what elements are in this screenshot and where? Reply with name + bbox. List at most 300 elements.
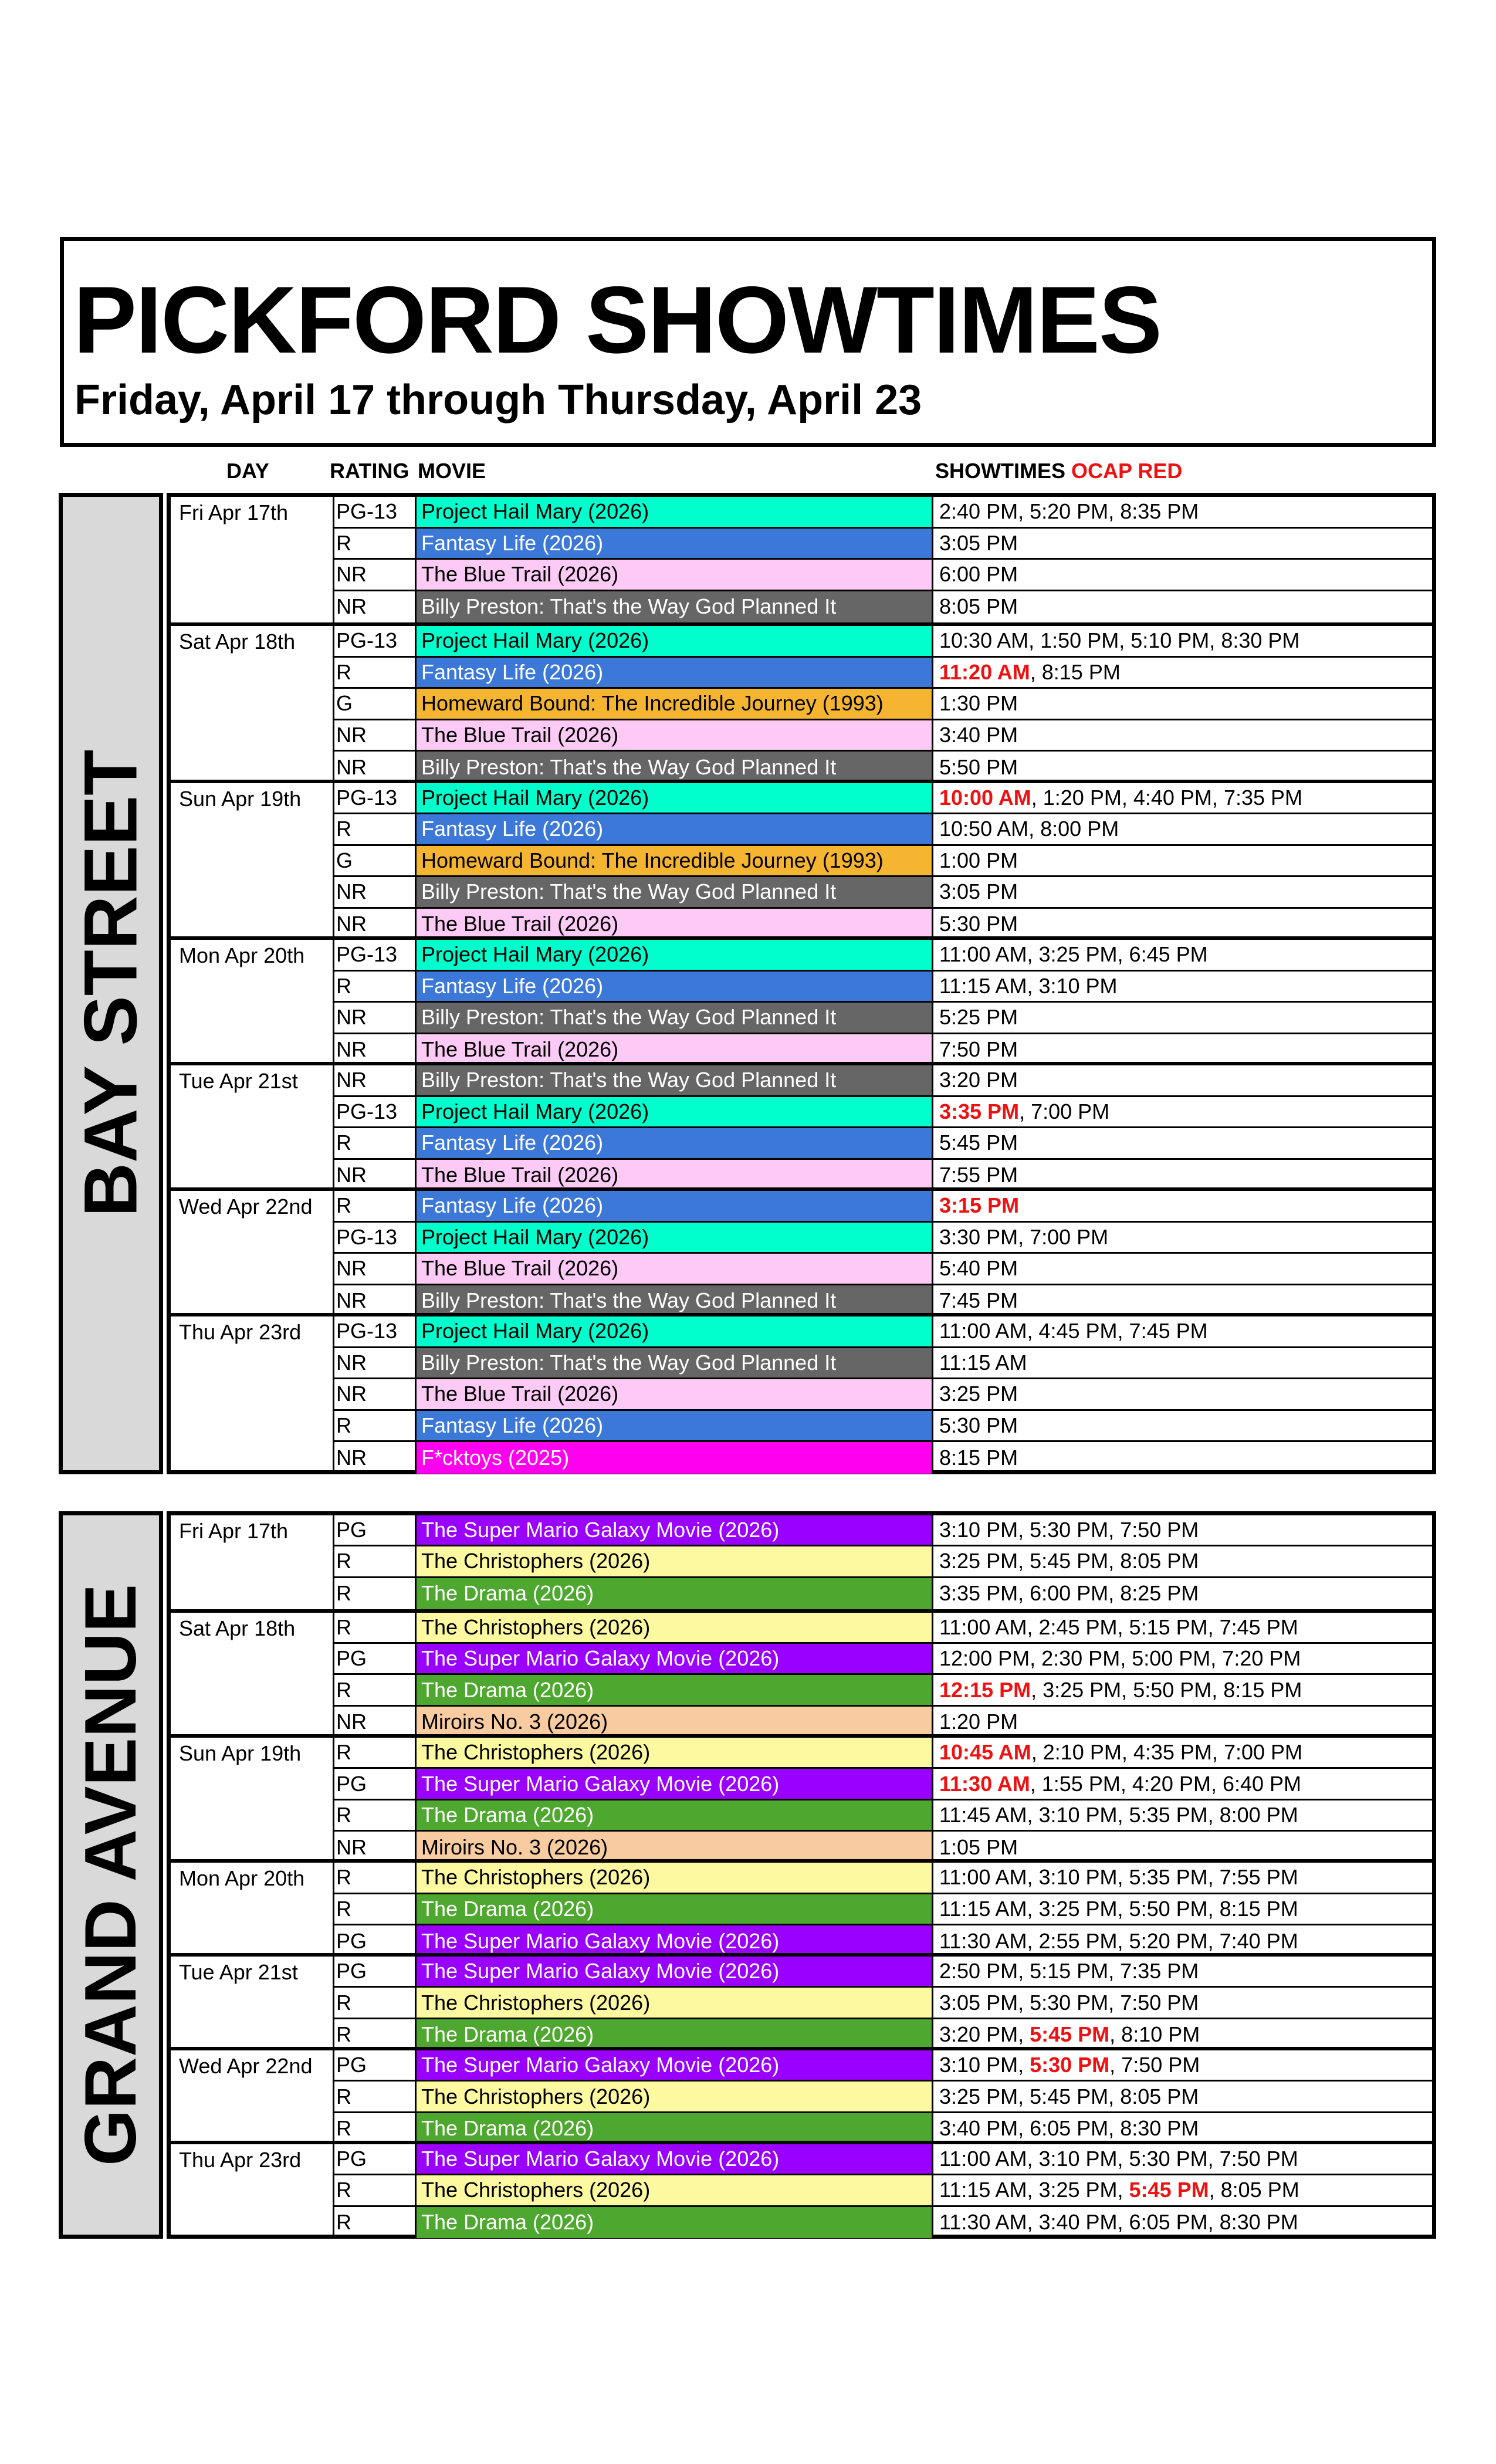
movie-title-cell: The Super Mario Galaxy Movie (2026) <box>415 1644 933 1673</box>
showtime: 3:25 PM <box>939 1382 1018 1406</box>
showtime: 11:00 AM <box>939 942 1027 967</box>
ocap-showtime: 5:45 PM <box>1030 2022 1110 2047</box>
showtime-row <box>333 1894 1432 1925</box>
showtime: 3:25 PM <box>1038 1896 1118 1921</box>
ocap-showtime: 5:45 PM <box>1129 2178 1209 2202</box>
showtime-row <box>333 752 1432 783</box>
day-group <box>171 1609 1432 1734</box>
movie-title-cell: Project Hail Mary (2026) <box>415 497 933 527</box>
rating-cell: R <box>336 1581 351 1606</box>
showtime: 3:30 PM <box>939 1224 1018 1249</box>
showtime: 8:05 PM <box>1220 2178 1299 2202</box>
movie-title-cell: Fantasy Life (2026) <box>415 814 933 844</box>
movie-title-cell: The Drama (2026) <box>415 2019 933 2050</box>
day-group <box>171 1313 1432 1470</box>
rating-cell: NR <box>336 594 367 619</box>
rating-cell: R <box>336 2084 351 2108</box>
showtime-row <box>333 1034 1432 1066</box>
day-label: Fri Apr 17th <box>179 500 289 524</box>
showtimes-cell: 11:00 AM , 2:45 PM , 5:15 PM , 7:45 PM <box>939 1615 1298 1640</box>
rating-cell: PG-13 <box>336 1319 398 1343</box>
showtime: 3:10 PM <box>1038 973 1118 998</box>
showtimes-cell <box>933 720 1432 750</box>
showtime: 5:30 PM <box>939 912 1018 936</box>
showtimes-cell <box>933 846 1432 876</box>
showtime: 5:30 PM <box>1030 1518 1109 1542</box>
rating-cell: NR <box>336 754 367 779</box>
rating-cell: PG-13 <box>336 942 398 967</box>
showtimes-cell: 11:30 AM , 1:55 PM , 4:20 PM , 6:40 PM <box>939 1771 1302 1796</box>
showtime-row <box>333 1160 1432 1192</box>
showtime: 6:00 PM <box>939 562 1018 587</box>
showtime-row <box>333 1348 1432 1380</box>
ocap-showtime: 11:20 AM <box>939 659 1030 684</box>
showtime: 3:40 PM <box>939 2116 1018 2141</box>
showtime: 3:25 PM <box>1043 1677 1122 1702</box>
movie-title-cell: F*cktoys (2025) <box>415 1442 933 1474</box>
showtimes-cell: 3:10 PM , 5:30 PM , 7:50 PM <box>939 2053 1200 2077</box>
movie-title-cell: The Drama (2026) <box>415 1800 933 1830</box>
showtime: 3:20 PM <box>939 1068 1018 1092</box>
showtimes-cell <box>933 1160 1432 1192</box>
showtime: 8:35 PM <box>1120 499 1199 524</box>
movie-title-cell: Billy Preston: That's the Way God Planned It <box>415 752 933 783</box>
movie-title-cell: The Christophers (2026) <box>415 2081 933 2111</box>
movie-title-cell: The Super Mario Galaxy Movie (2026) <box>415 2144 933 2174</box>
rating-cell: PG-13 <box>336 1224 398 1249</box>
showtimes-cell <box>933 1442 1432 1474</box>
theater-table <box>167 493 1436 1474</box>
showtime-row <box>333 909 1432 940</box>
showtime: 7:50 PM <box>1120 1518 1199 1542</box>
showtimes-cell: 3:25 PM , 5:45 PM , 8:05 PM <box>939 2084 1199 2108</box>
movie-title-cell: The Christophers (2026) <box>415 1863 933 1892</box>
showtime: 5:00 PM <box>1132 1646 1211 1671</box>
showtime: 5:30 PM <box>1129 2147 1208 2171</box>
showtime-row <box>333 1128 1432 1160</box>
rating-cell: NR <box>336 1005 367 1030</box>
showtime: 11:15 AM <box>939 1896 1027 1921</box>
showtime: 11:15 AM <box>939 973 1027 998</box>
day-label: Sat Apr 18th <box>179 629 296 654</box>
showtimes-cell: 3:05 PM , 5:30 PM , 7:50 PM <box>939 1990 1199 2015</box>
showtime-row <box>333 720 1432 752</box>
showtime: 7:50 PM <box>1121 2053 1200 2077</box>
showtime: 10:50 AM <box>939 817 1029 841</box>
rating-cell: NR <box>336 562 367 587</box>
showtime-row <box>333 1379 1432 1411</box>
showtime-row <box>333 1644 1432 1675</box>
showtime: 5:50 PM <box>1129 1896 1208 1921</box>
showtime-row <box>333 1578 1432 1609</box>
showtime-row <box>333 2207 1432 2238</box>
showtimes-cell <box>933 1707 1432 1738</box>
showtime: 7:40 PM <box>1219 1928 1298 1953</box>
showtimes-cell: 11:00 AM , 3:10 PM , 5:30 PM , 7:50 PM <box>939 2147 1298 2171</box>
rating-cell: NR <box>336 1068 367 1092</box>
day-group <box>171 497 1432 622</box>
showtime: 5:40 PM <box>939 1256 1018 1281</box>
showtime-row <box>333 2175 1432 2206</box>
showtime: 8:10 PM <box>1121 2022 1200 2047</box>
showtimes-cell: 11:15 AM , 3:10 PM <box>939 973 1118 998</box>
movie-title-cell: The Blue Trail (2026) <box>415 909 933 940</box>
showtime: 2:40 PM <box>939 499 1018 524</box>
showtime: 6:05 PM <box>1129 2210 1208 2235</box>
showtime: 6:05 PM <box>1030 2116 1109 2141</box>
showtime-row <box>333 1097 1432 1129</box>
showtime-row <box>333 591 1432 623</box>
showtime: 2:45 PM <box>1038 1615 1118 1640</box>
showtime-row <box>333 658 1432 689</box>
showtime-row <box>333 1957 1432 1988</box>
showtime: 8:05 PM <box>1120 1549 1199 1573</box>
showtime: 3:10 PM <box>1038 2147 1118 2171</box>
movie-title-cell: The Blue Trail (2026) <box>415 1254 933 1284</box>
showtime-row <box>333 1442 1432 1474</box>
movie-title-cell: Billy Preston: That's the Way God Planned It <box>415 877 933 907</box>
showtime: 3:40 PM <box>1038 2210 1118 2235</box>
rating-cell: R <box>336 1615 351 1640</box>
day-label: Wed Apr 22nd <box>179 1194 313 1219</box>
showtimes-cell: 10:00 AM , 1:20 PM , 4:40 PM , 7:35 PM <box>939 785 1303 810</box>
showtime-row <box>333 877 1432 909</box>
showtimes-cell: 11:15 AM , 3:25 PM , 5:50 PM , 8:15 PM <box>939 1896 1298 1921</box>
showtimes-cell <box>933 1034 1432 1066</box>
day-label: Mon Apr 20th <box>179 943 305 967</box>
rating-cell: R <box>336 2178 351 2202</box>
showtime-row <box>333 1411 1432 1443</box>
day-label: Sun Apr 19th <box>179 786 302 811</box>
showtimes-cell <box>933 529 1432 559</box>
showtime: 3:40 PM <box>939 722 1018 747</box>
showtime: 5:45 PM <box>939 1131 1018 1155</box>
showtime: 11:15 AM <box>939 2178 1027 2202</box>
showtime: 5:10 PM <box>1131 628 1210 653</box>
showtime: 7:00 PM <box>1223 1740 1303 1765</box>
rating-cell: PG-13 <box>336 499 398 524</box>
showtime-row <box>333 560 1432 591</box>
rating-cell: R <box>336 1677 351 1702</box>
showtimes-cell: 3:25 PM , 5:45 PM , 8:05 PM <box>939 1549 1199 1573</box>
title-box <box>60 237 1436 447</box>
showtimes-cell <box>933 1128 1432 1158</box>
day-label: Sun Apr 19th <box>179 1741 302 1766</box>
showtime: 7:45 PM <box>939 1288 1018 1313</box>
showtime-row <box>333 814 1432 846</box>
showtime: 8:30 PM <box>1221 628 1300 653</box>
showtime: 8:05 PM <box>939 594 1018 619</box>
rating-cell: NR <box>336 1445 367 1470</box>
showtime: 5:30 PM <box>1030 1990 1109 2015</box>
showtimes-cell <box>933 1379 1432 1409</box>
showtimes-cell: 11:00 AM , 3:10 PM , 5:35 PM , 7:55 PM <box>939 1865 1298 1890</box>
day-group <box>171 1187 1432 1313</box>
showtime: 8:15 PM <box>939 1445 1018 1470</box>
showtime: 1:30 PM <box>939 691 1018 716</box>
showtimes-cell: 12:15 PM , 3:25 PM , 5:50 PM , 8:15 PM <box>939 1677 1302 1702</box>
showtime-row <box>333 972 1432 1003</box>
movie-title-cell: Homeward Bound: The Incredible Journey (1993) <box>415 846 933 876</box>
showtime: 4:35 PM <box>1133 1740 1212 1765</box>
showtime: 8:15 PM <box>1041 659 1121 684</box>
showtime-row <box>333 497 1432 529</box>
showtimes-cell <box>933 591 1432 623</box>
showtime: 5:20 PM <box>1129 1928 1208 1953</box>
showtime: 4:40 PM <box>1133 785 1212 810</box>
showtimes-cell: 3:20 PM , 5:45 PM , 8:10 PM <box>939 2022 1200 2047</box>
rating-cell: PG <box>336 1518 367 1542</box>
rating-cell: R <box>336 1802 351 1827</box>
showtime: 1:20 PM <box>1043 785 1122 810</box>
showtime: 5:50 PM <box>1133 1677 1212 1702</box>
showtime-row <box>333 2081 1432 2113</box>
showtimes-cell <box>933 1191 1432 1221</box>
rating-cell: R <box>336 659 351 684</box>
showtime-row <box>333 1769 1432 1800</box>
showtime: 7:45 PM <box>1129 1319 1208 1343</box>
rating-cell: NR <box>336 1288 367 1313</box>
rating-cell: R <box>336 2116 351 2141</box>
movie-title-cell: Miroirs No. 3 (2026) <box>415 1707 933 1738</box>
showtime: 5:35 PM <box>1129 1802 1208 1827</box>
showtime: 3:10 PM <box>939 2053 1018 2077</box>
ocap-showtime: 5:30 PM <box>1030 2053 1110 2077</box>
showtime: 5:25 PM <box>939 1005 1018 1030</box>
rating-cell: PG <box>336 1771 367 1796</box>
theater-name: BAY STREET <box>69 749 153 1217</box>
showtime-row <box>333 1223 1432 1254</box>
showtimes-cell: 11:30 AM , 3:40 PM , 6:05 PM , 8:30 PM <box>939 2210 1298 2235</box>
showtimes-label: SHOWTIMES <box>935 459 1065 483</box>
rating-cell: NR <box>336 1256 367 1281</box>
day-label: Thu Apr 23rd <box>179 2148 302 2172</box>
movie-title-cell: The Christophers (2026) <box>415 1546 933 1576</box>
column-header-showtimes <box>935 459 1182 483</box>
showtime-row <box>333 1003 1432 1034</box>
showtimes-cell <box>933 1254 1432 1284</box>
showtime: 7:35 PM <box>1223 785 1303 810</box>
showtime: 3:10 PM <box>1038 1865 1118 1890</box>
showtime: 3:05 PM <box>939 530 1018 555</box>
showtime: 7:55 PM <box>1219 1865 1298 1890</box>
ocap-showtime: 12:15 PM <box>939 1677 1031 1702</box>
showtime: 5:45 PM <box>1030 1549 1109 1573</box>
rating-cell: G <box>336 848 353 872</box>
showtime-row <box>333 2113 1432 2144</box>
showtime: 11:30 AM <box>939 1928 1027 1953</box>
movie-title-cell: The Super Mario Galaxy Movie (2026) <box>415 1957 933 1986</box>
date-range-subtitle: Friday, April 17 through Thursday, April 23 <box>75 377 922 424</box>
showtime: 11:00 AM <box>939 2147 1027 2171</box>
showtimes-cell <box>933 1003 1432 1033</box>
showtime: 12:00 PM <box>939 1646 1030 1671</box>
day-group <box>171 1734 1432 1859</box>
showtime-row <box>333 689 1432 720</box>
showtime: 8:25 PM <box>1120 1581 1199 1606</box>
day-group <box>171 2141 1432 2235</box>
movie-title-cell: Billy Preston: That's the Way God Planned It <box>415 1065 933 1095</box>
movie-title-cell: Billy Preston: That's the Way God Planned It <box>415 1003 933 1033</box>
showtime: 1:55 PM <box>1041 1771 1121 1796</box>
showtimes-cell: 2:50 PM , 5:15 PM , 7:35 PM <box>939 1959 1199 1984</box>
rating-cell: PG-13 <box>336 785 398 810</box>
rating-cell: PG-13 <box>336 1099 398 1123</box>
movie-title-cell: Miroirs No. 3 (2026) <box>415 1832 933 1863</box>
movie-title-cell: The Blue Trail (2026) <box>415 1034 933 1066</box>
showtime: 1:00 PM <box>939 848 1018 872</box>
showtime: 6:45 PM <box>1129 942 1208 967</box>
showtime: 7:45 PM <box>1219 1615 1298 1640</box>
column-header-day: DAY <box>226 459 269 483</box>
showtime-row <box>333 1254 1432 1285</box>
day-label: Sat Apr 18th <box>179 1616 296 1640</box>
showtimes-cell <box>933 1285 1432 1317</box>
movie-title-cell: The Drama (2026) <box>415 2113 933 2144</box>
showtime: 5:30 PM <box>939 1413 1018 1437</box>
rating-cell: R <box>336 1193 351 1218</box>
rating-cell: R <box>336 817 351 841</box>
showtime: 7:55 PM <box>939 1163 1018 1187</box>
day-group <box>171 1953 1432 2047</box>
showtime: 3:20 PM <box>939 2022 1018 2047</box>
showtime: 1:20 PM <box>939 1710 1018 1734</box>
movie-title-cell: The Drama (2026) <box>415 1675 933 1704</box>
showtime: 11:00 AM <box>939 1865 1027 1890</box>
showtimes-cell: 11:00 AM , 3:25 PM , 6:45 PM <box>939 942 1208 967</box>
showtime: 3:25 PM <box>1038 2178 1118 2202</box>
rating-cell: NR <box>336 879 367 904</box>
movie-title-cell: The Super Mario Galaxy Movie (2026) <box>415 1515 933 1545</box>
column-header-rating: RATING <box>330 459 409 483</box>
showtime-row <box>333 1515 1432 1546</box>
showtimes-cell <box>933 560 1432 590</box>
showtime-row <box>333 1546 1432 1578</box>
rating-cell: R <box>336 1549 351 1573</box>
rating-cell: NR <box>336 1382 367 1406</box>
showtime: 5:50 PM <box>939 754 1018 779</box>
showtimes-cell <box>933 1411 1432 1441</box>
showtimes-cell: 3:40 PM , 6:05 PM , 8:30 PM <box>939 2116 1199 2141</box>
day-label: Tue Apr 21st <box>179 1960 298 1985</box>
movie-title-cell: Billy Preston: That's the Way God Planned It <box>415 1285 933 1317</box>
ocap-red-legend: OCAP RED <box>1071 459 1183 483</box>
showtimes-cell: 10:50 AM , 8:00 PM <box>939 817 1119 841</box>
showtime: 8:00 PM <box>1219 1802 1298 1827</box>
showtime: 8:00 PM <box>1040 817 1119 841</box>
movie-title-cell: The Blue Trail (2026) <box>415 720 933 750</box>
showtime-row <box>333 529 1432 560</box>
showtime: 7:20 PM <box>1222 1646 1301 1671</box>
showtimes-cell: 11:00 AM , 4:45 PM , 7:45 PM <box>939 1319 1208 1343</box>
showtime: 2:55 PM <box>1038 1928 1118 1953</box>
showtime: 6:00 PM <box>1030 1581 1109 1606</box>
showtime: 2:50 PM <box>939 1959 1018 1984</box>
day-group <box>171 1062 1432 1187</box>
showtimes-cell <box>933 752 1432 783</box>
theater-label <box>59 493 163 1474</box>
day-group <box>171 2047 1432 2141</box>
showtime: 11:00 AM <box>939 1615 1027 1640</box>
showtime: 11:00 AM <box>939 1319 1027 1343</box>
showtime-row <box>333 2019 1432 2050</box>
showtimes-cell: 10:30 AM , 1:50 PM , 5:10 PM , 8:30 PM <box>939 628 1300 653</box>
day-label: Fri Apr 17th <box>179 1519 289 1543</box>
movie-title-cell: The Drama (2026) <box>415 1894 933 1924</box>
showtime-row <box>333 1675 1432 1706</box>
movie-title-cell: Project Hail Mary (2026) <box>415 1316 933 1346</box>
showtime: 6:40 PM <box>1222 1771 1302 1796</box>
rating-cell: R <box>336 1990 351 2015</box>
rating-cell: R <box>336 1131 351 1155</box>
showtime: 3:10 PM <box>939 1518 1018 1542</box>
showtimes-cell: 11:45 AM , 3:10 PM , 5:35 PM , 8:00 PM <box>939 1802 1298 1827</box>
showtimes-cell: 11:30 AM , 2:55 PM , 5:20 PM , 7:40 PM <box>939 1928 1298 1953</box>
showtime-row <box>333 1863 1432 1894</box>
movie-title-cell: The Christophers (2026) <box>415 1988 933 2017</box>
showtime: 4:45 PM <box>1038 1319 1118 1343</box>
showtime: 3:25 PM <box>939 1549 1018 1573</box>
showtimes-cell: 2:40 PM , 5:20 PM , 8:35 PM <box>939 499 1199 524</box>
showtime-row <box>333 1613 1432 1644</box>
day-label: Tue Apr 21st <box>179 1069 298 1093</box>
showtime: 11:15 AM <box>939 1350 1027 1375</box>
movie-title-cell: Fantasy Life (2026) <box>415 1128 933 1158</box>
rating-cell: PG <box>336 1646 367 1671</box>
showtime: 2:30 PM <box>1041 1646 1121 1671</box>
showtimes-cell: 11:20 AM , 8:15 PM <box>939 659 1121 684</box>
ocap-showtime: 11:30 AM <box>939 1771 1030 1796</box>
showtime: 11:30 AM <box>939 2210 1027 2235</box>
showtimes-cell <box>933 1832 1432 1863</box>
showtime: 7:00 PM <box>1030 1224 1109 1249</box>
rating-cell: R <box>336 1413 351 1437</box>
movie-title-cell: The Christophers (2026) <box>415 1738 933 1767</box>
showtime: 1:50 PM <box>1040 628 1119 653</box>
showtimes-cell <box>933 689 1432 719</box>
showtime: 8:15 PM <box>1223 1677 1302 1702</box>
rating-cell: NR <box>336 1710 367 1734</box>
showtimes-cell <box>933 877 1432 907</box>
showtime: 7:50 PM <box>1219 2147 1298 2171</box>
showtime: 3:25 PM <box>939 2084 1018 2108</box>
movie-title-cell: The Blue Trail (2026) <box>415 560 933 590</box>
showtime: 7:35 PM <box>1120 1959 1199 1984</box>
theater-name: GRAND AVENUE <box>70 1583 151 2166</box>
movie-title-cell: Fantasy Life (2026) <box>415 658 933 688</box>
showtime: 7:50 PM <box>1120 1990 1199 2015</box>
showtime: 3:35 PM <box>939 1581 1018 1606</box>
movie-title-cell: Billy Preston: That's the Way God Planned It <box>415 591 933 623</box>
day-group <box>171 622 1432 780</box>
day-group <box>171 936 1432 1062</box>
rating-cell: NR <box>336 1835 367 1859</box>
ocap-showtime: 10:00 AM <box>939 785 1031 810</box>
showtime: 5:15 PM <box>1129 1615 1208 1640</box>
showtime: 3:05 PM <box>939 879 1018 904</box>
movie-title-cell: The Super Mario Galaxy Movie (2026) <box>415 1769 933 1798</box>
rating-cell: PG <box>336 2053 367 2077</box>
showtimes-cell: 3:30 PM , 7:00 PM <box>939 1224 1109 1249</box>
ocap-showtime: 3:15 PM <box>939 1193 1020 1218</box>
showtime-row <box>333 1065 1432 1097</box>
page-title: PICKFORD SHOWTIMES <box>73 267 1161 373</box>
movie-title-cell: The Super Mario Galaxy Movie (2026) <box>415 1925 933 1957</box>
rating-cell: NR <box>336 722 367 747</box>
showtime: 11:45 AM <box>939 1802 1027 1827</box>
showtime-row <box>333 1316 1432 1348</box>
theater-table <box>167 1511 1436 2239</box>
